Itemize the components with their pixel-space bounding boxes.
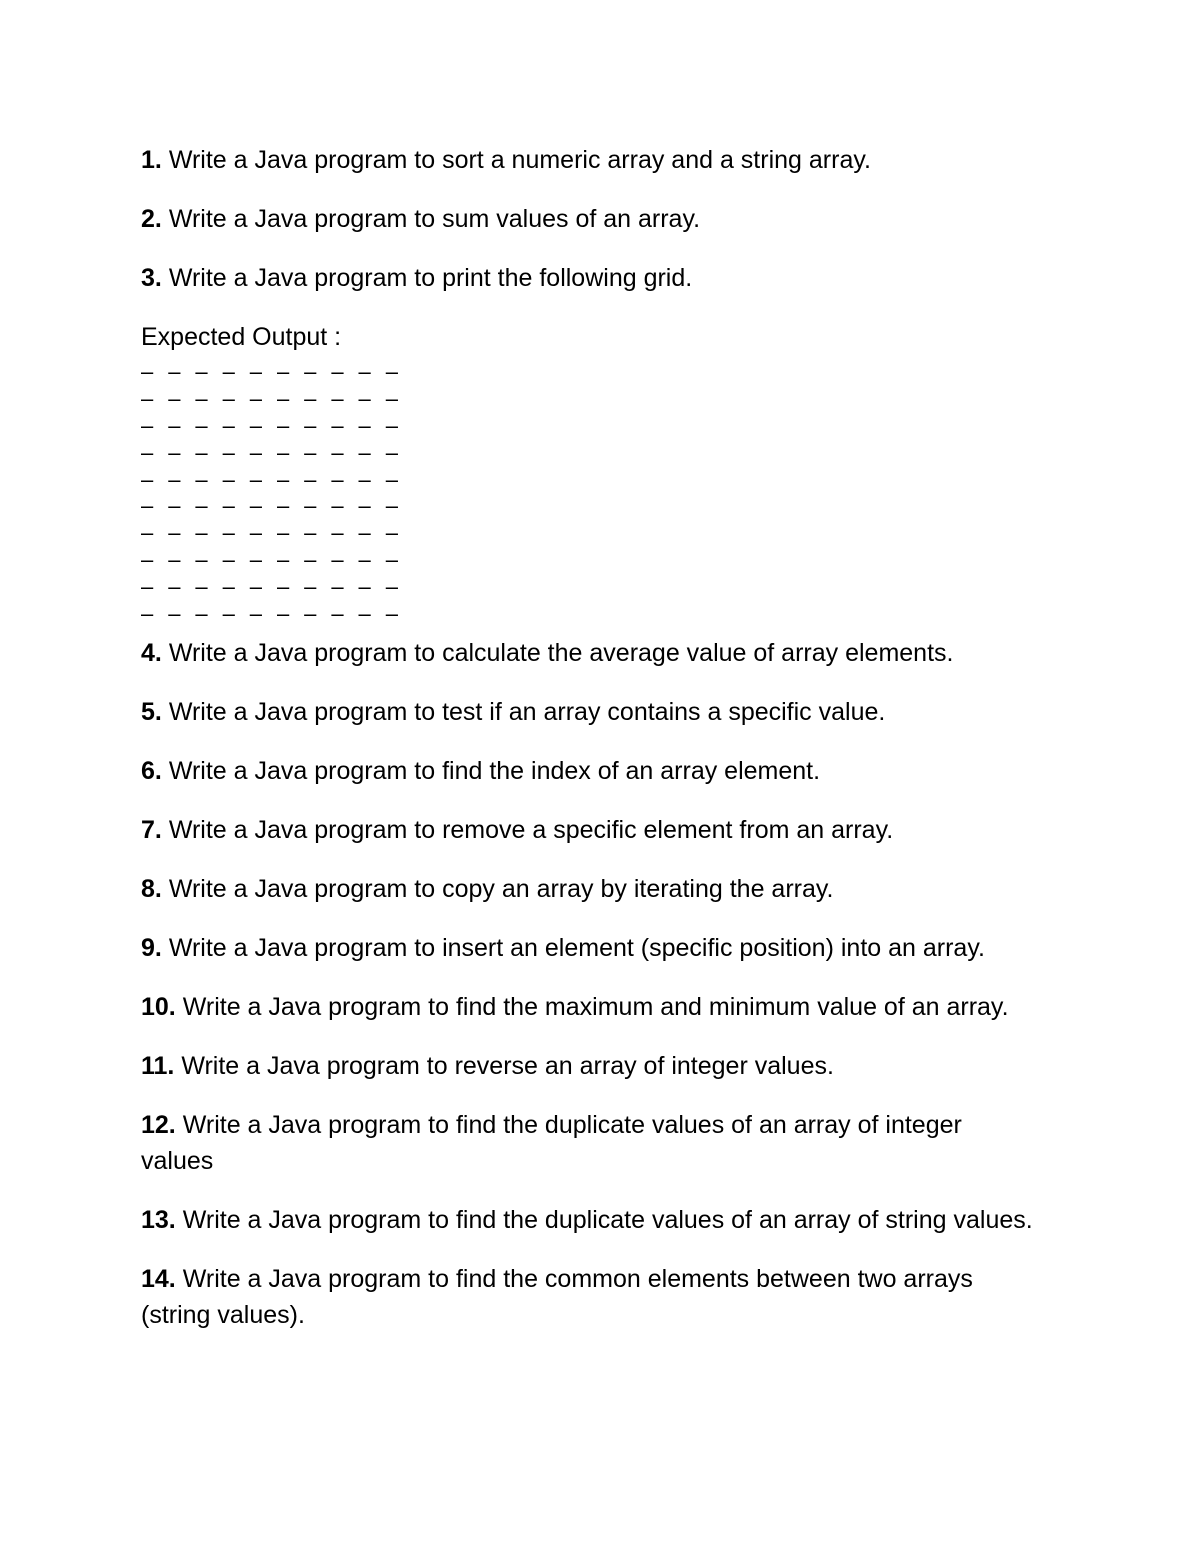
grid-dash: – [304,385,317,411]
exercise-8 [141,871,1071,907]
grid-dash: – [276,574,290,600]
exercise-6 [141,753,1071,789]
exercise-number: 1. [141,146,162,174]
grid-dash: – [304,466,317,492]
grid-dash: – [249,520,262,546]
exercise-5 [141,694,1071,730]
grid-dash: – [276,493,290,519]
grid-dash: – [222,520,235,546]
exercise-number: 9. [141,933,162,962]
grid-dash: – [358,574,371,600]
grid-dash: – [222,439,235,465]
grid-dash: – [195,574,208,600]
exercise-text: Write a Java program to sort a numeric array and a string array. [168,146,871,174]
exercise-10 [141,989,1071,1025]
exercise-text: Write a Java program to copy an array by iterating the array. [168,874,834,903]
grid-row [141,520,1071,547]
exercise-text: Write a Java program to sum values of an array. [168,205,701,233]
exercise-14 [141,1261,1011,1333]
grid-dash: – [358,547,371,573]
grid-dash: – [358,520,371,546]
grid-dash: – [168,359,181,384]
grid-dash: – [195,439,208,465]
grid-dash: – [358,493,371,519]
grid-row [141,467,1071,494]
grid-dash: – [385,412,398,438]
grid-dash: – [276,520,290,546]
grid-dash: – [331,520,344,546]
grid-dash: – [304,574,317,600]
grid-dash: – [141,547,154,573]
grid-dash: – [331,412,344,438]
exercise-number: 14. [141,1264,176,1293]
grid-dash: – [385,439,398,465]
grid-dash: – [304,520,317,546]
grid-dash: – [385,547,398,573]
grid-dash: – [276,385,290,411]
exercise-number: 3. [141,264,162,292]
document-page [141,142,1071,1356]
grid-dash: – [304,493,317,519]
grid-row [141,359,1071,386]
grid-dash: – [385,574,398,600]
exercise-text: Write a Java program to test if an array contains a specific value. [168,697,886,726]
exercise-number: 6. [141,756,162,785]
exercise-3 [141,260,1071,296]
exercise-text: Write a Java program to print the following grid. [168,264,693,292]
exercise-number: 2. [141,205,162,233]
grid-row [141,547,1071,574]
exercise-text: Write a Java program to find the maximum and minimum value of an array. [182,992,1009,1021]
dash-grid [141,359,1071,628]
grid-dash: – [195,547,208,573]
grid-dash: – [385,493,398,519]
exercise-text: Write a Java program to remove a specific element from an array. [168,815,894,844]
exercise-text: Write a Java program to find the duplicate values of an array of string values. [182,1205,1033,1234]
exercise-number: 12. [141,1110,176,1139]
grid-dash: – [304,547,317,573]
grid-row [141,386,1071,413]
exercise-text: Write a Java program to calculate the average value of array elements. [168,638,954,667]
grid-dash: – [222,412,235,438]
grid-row [141,601,1071,628]
grid-dash: – [141,439,154,465]
grid-dash: – [222,493,235,519]
grid-dash: – [276,466,290,492]
grid-dash: – [141,574,154,600]
exercise-text: Write a Java program to find the index of an array element. [168,756,821,785]
grid-dash: – [195,385,208,411]
expected-output-label: Expected Output : [141,323,342,351]
grid-dash: – [168,520,181,546]
grid-dash: – [249,385,262,411]
grid-dash: – [222,385,235,411]
grid-dash: – [276,439,290,465]
grid-dash: – [249,466,262,492]
grid-dash: – [358,359,371,384]
grid-dash: – [141,412,154,438]
grid-dash: – [304,601,317,627]
grid-dash: – [276,412,290,438]
exercise-12 [141,1107,991,1179]
grid-dash: – [222,547,235,573]
grid-dash: – [358,466,371,492]
exercise-number: 4. [141,638,162,667]
exercise-1 [141,142,1071,178]
grid-dash: – [358,412,371,438]
grid-dash: – [141,466,154,492]
grid-dash: – [222,574,235,600]
grid-dash: – [141,385,154,411]
grid-dash: – [168,574,181,600]
grid-dash: – [141,359,154,384]
grid-dash: – [168,493,181,519]
grid-dash: – [385,466,398,492]
grid-dash: – [385,520,398,546]
grid-dash: – [249,439,262,465]
grid-dash: – [141,520,154,546]
exercise-number: 7. [141,815,162,844]
grid-row [141,413,1071,440]
grid-dash: – [249,412,262,438]
grid-dash: – [222,359,235,384]
exercise-text: Write a Java program to insert an element (specific position) into an array. [168,933,985,962]
grid-dash: – [385,359,398,384]
grid-dash: – [331,493,344,519]
grid-dash: – [195,359,208,384]
grid-dash: – [331,359,344,384]
grid-dash: – [141,601,154,627]
grid-dash: – [331,466,344,492]
exercise-7 [141,812,1071,848]
exercise-4 [141,635,1071,671]
grid-dash: – [304,359,317,384]
grid-dash: – [358,439,371,465]
grid-dash: – [304,412,317,438]
grid-dash: – [331,547,344,573]
grid-dash: – [168,601,181,627]
exercise-2 [141,201,1071,237]
grid-dash: – [222,466,235,492]
grid-row [141,574,1071,601]
grid-row [141,440,1071,467]
grid-dash: – [304,439,317,465]
grid-dash: – [249,359,262,384]
exercise-number: 11. [141,1051,175,1080]
grid-dash: – [331,385,344,411]
grid-dash: – [249,493,262,519]
grid-dash: – [276,359,290,384]
grid-dash: – [358,385,371,411]
exercise-number: 5. [141,697,162,726]
exercise-13 [141,1202,1071,1238]
grid-dash: – [141,493,154,519]
grid-dash: – [358,601,371,627]
grid-dash: – [249,547,262,573]
exercise-number: 8. [141,874,162,903]
exercise-11 [141,1048,1071,1084]
grid-dash: – [276,601,290,627]
exercise-number: 13. [141,1205,176,1234]
grid-dash: – [331,439,344,465]
grid-dash: – [168,547,181,573]
grid-dash: – [168,385,181,411]
grid-dash: – [276,547,290,573]
grid-dash: – [222,601,235,627]
grid-dash: – [249,601,262,627]
exercise-text: Write a Java program to reverse an array of integer values. [181,1051,834,1080]
grid-dash: – [195,466,208,492]
grid-dash: – [331,601,344,627]
grid-row [141,493,1071,520]
grid-dash: – [385,385,398,411]
grid-dash: – [168,466,181,492]
exercise-9 [141,930,1071,966]
exercise-text: Write a Java program to find the duplicate values of an array of integer values [141,1110,962,1175]
grid-dash: – [249,574,262,600]
grid-dash: – [195,493,208,519]
exercise-number: 10. [141,992,176,1021]
exercise-text: Write a Java program to find the common elements between two arrays (string values). [141,1264,973,1329]
grid-dash: – [195,520,208,546]
grid-dash: – [331,574,344,600]
grid-dash: – [385,601,398,627]
grid-dash: – [195,412,208,438]
grid-dash: – [168,439,181,465]
grid-dash: – [195,601,208,627]
grid-dash: – [168,412,181,438]
